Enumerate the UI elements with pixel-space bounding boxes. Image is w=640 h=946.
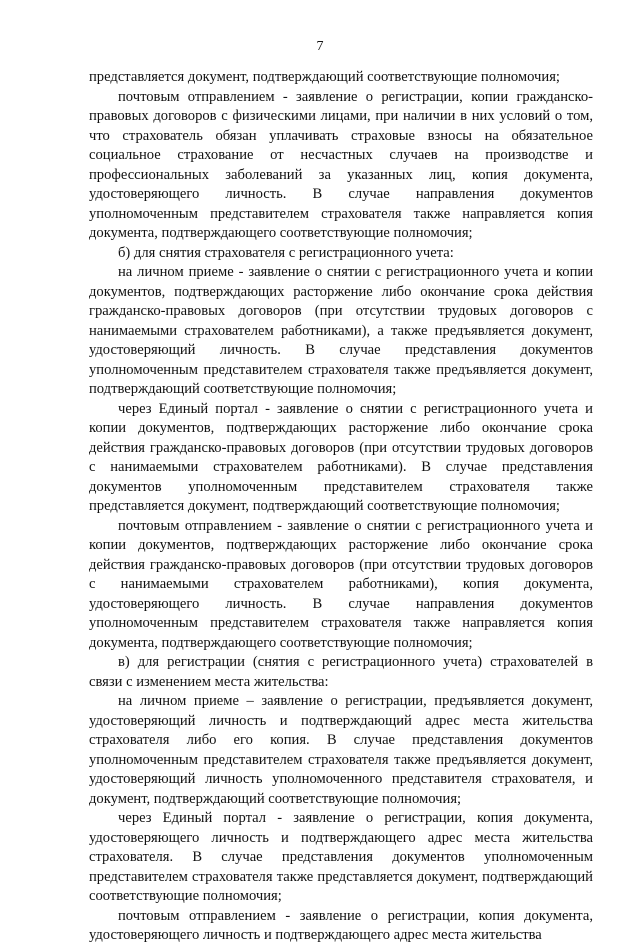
paragraph: представляется документ, подтверждающий соответствующие полномочия; bbox=[89, 69, 560, 85]
paragraph: через Единый портал - заявление о регистрации, копия документа, удостоверяющего личность и подтверждающего адрес места жительства страхователя. В случае представления документов уполномоченным представителем страхователя также представляется документ, подтверждающий соответствующие полномочия; bbox=[89, 810, 593, 904]
paragraph: почтовым отправлением - заявление о регистрации, копии гражданско-правовых договоров с физическими лицами, при наличии в них условий о том, что страхователь обязан уплачивать страховые взносы на обязательное социальное страхование от несчастных случаев на производстве и профессиональных заболеваний за указанных лиц, копия документа, удостоверяющего личность. В случае направления документов уполномоченным представителем страхователя также направляется копия документа, подтверждающего соответствующие полномочия; bbox=[89, 88, 593, 241]
paragraph: на личном приеме - заявление о снятии с регистрационного учета и копии документов, подтверждающих расторжение либо окончание срока действия гражданско-правовых договоров (при отсутствии трудовых договоров с нанимаемыми страхователем работниками), а также предъявляется документ, удостоверяющий личность. В случае представления документов уполномоченным представителем страхователя также предъявляется документ, подтверждающий соответствующие полномочия; bbox=[89, 264, 593, 397]
paragraph: почтовым отправлением - заявление о снятии с регистрационного учета и копии документов, подтверждающих расторжение либо окончание срока действия гражданско-правовых договоров (при отсутствии трудовых договоров с нанимаемыми страхователем работниками), копия документа, удостоверяющего личность. В случае направления документов уполномоченным представителем страхователя также направляется копия документа, подтверждающего соответствующие полномочия; bbox=[89, 517, 593, 651]
paragraph: на личном приеме – заявление о регистрации, предъявляется документ, удостоверяющий личность и подтверждающий адрес места жительства страхователя либо его копия. В случае представления документов уполномоченным представителем страхователя также предъявляется документ, удостоверяющий личность уполномоченного представителя страхователя, и документ, подтверждающий соответствующие полномочия; bbox=[89, 693, 593, 807]
paragraph: б) для снятия страхователя с регистрационного учета: bbox=[118, 244, 454, 261]
paragraph: в) для регистрации (снятия с регистрационного учета) страхователей в связи с изменением места жительства: bbox=[89, 654, 593, 690]
paragraph: почтовым отправлением - заявление о регистрации, копия документа, удостоверяющего личность и подтверждающего адрес места жительства bbox=[89, 907, 593, 943]
page-number: 7 bbox=[316, 39, 324, 54]
document-body bbox=[89, 68, 593, 946]
paragraph: через Единый портал - заявление о снятии с регистрационного учета и копии документов, подтверждающих расторжение либо окончание срока действия гражданско-правовых договоров (при отсутствии трудовых договоров с нанимаемыми страхователем работниками). В случае представления документов уполномоченным представителем страхователя также представляется документ, подтверждающий соответствующие полномочия; bbox=[89, 400, 593, 514]
